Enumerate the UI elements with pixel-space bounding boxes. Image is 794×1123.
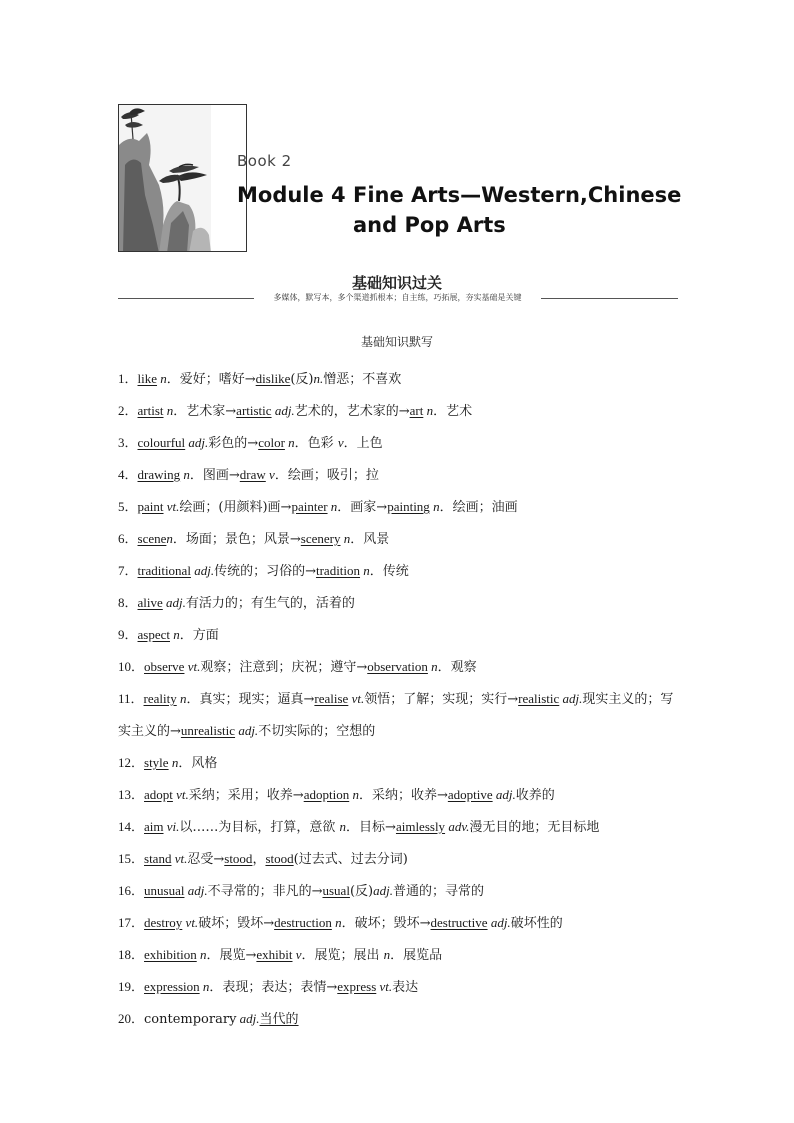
- definition-text: 艺术的，艺术家的→: [294, 404, 410, 419]
- answer-word: destructive: [430, 915, 488, 930]
- part-of-speech: n: [176, 691, 187, 706]
- definition-text: ．目标→: [346, 820, 396, 835]
- pine-cliff-illustration: [119, 105, 247, 252]
- part-of-speech: n: [284, 435, 295, 450]
- answer-word: adoptive: [447, 787, 493, 802]
- part-of-speech: n: [383, 947, 391, 962]
- answer-word: stand: [144, 851, 172, 866]
- definition-text: ．采纳；收养→: [358, 788, 448, 803]
- vocab-entry: [118, 363, 683, 395]
- definition-text: 有活力的；有生气的，活着的: [185, 596, 355, 611]
- part-of-speech: n: [168, 755, 179, 770]
- vocab-entry: [118, 843, 683, 875]
- answer-word: exhibit: [256, 947, 293, 962]
- entry-number: 8．: [118, 595, 138, 610]
- answer-word: adoption: [303, 787, 350, 802]
- entry-number: 7．: [118, 563, 138, 578]
- definition-text: ．真实；现实；逼真→: [186, 692, 315, 707]
- definition-text: ．风格: [178, 756, 218, 771]
- part-of-speech: v: [265, 467, 275, 482]
- entry-number: 5．: [118, 499, 138, 514]
- module-cover-image: [118, 104, 247, 252]
- answer-word: scenery: [300, 531, 341, 546]
- entry-number: 19．: [118, 979, 145, 994]
- definition-text: (反): [349, 884, 374, 899]
- vocabulary-list: [118, 363, 683, 1035]
- part-of-speech: vt.: [182, 915, 199, 930]
- definition-text: (过去式、过去分词): [293, 852, 408, 867]
- entry-number: 13．: [118, 787, 145, 802]
- definition-text: 观察；注意到；庆祝；遵守→: [200, 660, 368, 675]
- part-of-speech: n.: [313, 371, 324, 386]
- part-of-speech: n: [170, 627, 180, 642]
- part-of-speech: n: [340, 531, 351, 546]
- vocab-entry: [118, 587, 683, 619]
- definition-text: ．风景: [350, 532, 390, 547]
- answer-word: observe: [144, 659, 185, 674]
- part-of-speech: vt.: [163, 499, 180, 514]
- book-label: Book 2: [237, 152, 292, 170]
- answer-word: 当代的: [259, 1011, 299, 1026]
- entry-number: 18．: [118, 947, 145, 962]
- part-of-speech: n: [349, 787, 359, 802]
- vocab-entry: [118, 491, 683, 523]
- vocab-entry: [118, 939, 683, 971]
- definition-text: contemporary: [144, 1012, 237, 1027]
- part-of-speech: adj.: [373, 883, 393, 898]
- part-of-speech: n: [423, 403, 434, 418]
- module-title: [237, 180, 697, 240]
- definition-text: 领悟；了解；实现；实行→: [364, 692, 519, 707]
- part-of-speech: adj.: [185, 435, 209, 450]
- definition-text: 漫无目的地；无目标地: [469, 820, 600, 835]
- divider-left: [118, 298, 254, 299]
- definition-text: 破坏；毁坏→: [198, 916, 275, 931]
- part-of-speech: adj.: [487, 915, 511, 930]
- definition-text: 表达: [392, 980, 419, 995]
- vocab-entry: [118, 555, 683, 587]
- entry-number: 14．: [118, 819, 145, 834]
- entry-number: 1．: [118, 371, 138, 386]
- entry-number: 9．: [118, 627, 138, 642]
- answer-word: aim: [144, 819, 164, 834]
- part-of-speech: adj.: [559, 691, 583, 706]
- definition-text: 收养的: [515, 788, 555, 803]
- entry-number: 17．: [118, 915, 145, 930]
- definition-text: 破坏性的: [510, 916, 563, 931]
- part-of-speech: n: [331, 915, 342, 930]
- answer-word: scene: [137, 531, 167, 546]
- answer-word: reality: [143, 691, 177, 706]
- part-of-speech: adj.: [236, 1011, 260, 1026]
- part-of-speech: adv.: [445, 819, 470, 834]
- answer-word: adopt: [144, 787, 173, 802]
- answer-word: expression: [144, 979, 200, 994]
- answer-word: color: [258, 435, 285, 450]
- definition-text: 不切实际的；空想的: [258, 724, 376, 739]
- answer-word: artist: [137, 403, 164, 418]
- vocab-entry: [118, 811, 683, 843]
- entry-number: 10．: [118, 659, 145, 674]
- answer-word: dislike: [255, 371, 291, 386]
- definition-text: ．场面；景色；风景→: [172, 532, 301, 547]
- part-of-speech: n: [166, 531, 173, 546]
- section-subtitle: 多媒体，默写本，多个渠道抓根本；自主练，巧拓展，夯实基础是关键: [273, 293, 522, 302]
- section-heading: 基础知识默写: [360, 335, 433, 349]
- vocab-entry: [118, 683, 683, 747]
- part-of-speech: adj.: [162, 595, 186, 610]
- entry-number: 15．: [118, 851, 145, 866]
- definition-text: ．艺术: [433, 404, 473, 419]
- part-of-speech: n: [427, 659, 438, 674]
- answer-word: unusual: [144, 883, 185, 898]
- definition-text: ．观察: [437, 660, 477, 675]
- definition-text: ．绘画；吸引；拉: [274, 468, 379, 483]
- answer-word: alive: [137, 595, 163, 610]
- part-of-speech: vt.: [172, 787, 189, 802]
- part-of-speech: adj.: [190, 563, 215, 578]
- answer-word: art: [409, 403, 424, 418]
- part-of-speech: adj.: [492, 787, 516, 802]
- answer-word: destroy: [144, 915, 183, 930]
- entry-number: 3．: [118, 435, 138, 450]
- definition-text: ．爱好；嗜好→: [166, 372, 256, 387]
- definition-text: 憎恶；不喜欢: [323, 372, 402, 387]
- definition-text: ．展览；展出: [301, 948, 384, 963]
- answer-word: realise: [314, 691, 349, 706]
- entry-number: 16．: [118, 883, 145, 898]
- part-of-speech: n: [327, 499, 338, 514]
- answer-word: tradition: [315, 563, 361, 578]
- definition-text: ．色彩: [294, 436, 338, 451]
- answer-word: exhibition: [144, 947, 197, 962]
- part-of-speech: adj.: [235, 723, 259, 738]
- definition-text: 绘画；(用颜料)画→: [179, 500, 292, 515]
- definition-text: 彩色的→: [208, 436, 259, 451]
- answer-word: style: [144, 755, 169, 770]
- definition-text: ．上色: [343, 436, 383, 451]
- entry-number: 2．: [118, 403, 138, 418]
- answer-word: colourful: [137, 435, 186, 450]
- definition-text: ．表现；表达；表情→: [209, 980, 338, 995]
- answer-word: like: [137, 371, 158, 386]
- part-of-speech: n: [339, 819, 347, 834]
- part-of-speech: n: [360, 563, 370, 578]
- part-of-speech: n: [196, 947, 207, 962]
- entry-number: 6．: [118, 531, 138, 546]
- entry-number: 20．: [118, 1011, 145, 1026]
- vocab-entry: [118, 395, 683, 427]
- part-of-speech: v: [292, 947, 302, 962]
- answer-word: draw: [239, 467, 266, 482]
- part-of-speech: n: [180, 467, 190, 482]
- definition-text: 忍受→: [187, 852, 225, 867]
- answer-word: realistic: [518, 691, 560, 706]
- entry-number: 4．: [118, 467, 138, 482]
- part-of-speech: n: [157, 371, 167, 386]
- part-of-speech: vt.: [171, 851, 188, 866]
- definition-text: ．方面: [179, 628, 219, 643]
- answer-word: destruction: [274, 915, 332, 930]
- definition-text: 采纳；采用；收养→: [188, 788, 304, 803]
- vocab-entry: [118, 875, 683, 907]
- entry-number: 12．: [118, 755, 145, 770]
- definition-text: ，: [252, 852, 266, 867]
- vocab-entry: [118, 523, 683, 555]
- part-of-speech: n: [163, 403, 174, 418]
- vocab-entry: [118, 907, 683, 939]
- definition-text: ．展览→: [206, 948, 257, 963]
- answer-word: painter: [291, 499, 328, 514]
- definition-text: 以……为目标，打算，意欲: [179, 820, 340, 835]
- section-title: 基础知识过关: [351, 274, 442, 292]
- vocab-entry: [118, 747, 683, 779]
- answer-word: aspect: [137, 627, 170, 642]
- vocab-entry: [118, 459, 683, 491]
- definition-text: ．图画→: [189, 468, 240, 483]
- vocab-entry: [118, 779, 683, 811]
- vocab-entry: [118, 1003, 683, 1035]
- answer-word: stood: [224, 851, 253, 866]
- module-title-line2: and Pop Arts: [353, 213, 506, 237]
- part-of-speech: vt.: [184, 659, 201, 674]
- vocab-entry: [118, 427, 683, 459]
- answer-word: stood: [265, 851, 294, 866]
- entry-number: 11．: [118, 691, 144, 706]
- definition-text: ．画家→: [337, 500, 388, 515]
- vocab-entry: [118, 971, 683, 1003]
- part-of-speech: adj.: [184, 883, 208, 898]
- answer-word: observation: [367, 659, 428, 674]
- answer-word: unrealistic: [180, 723, 236, 738]
- part-of-speech: vt.: [348, 691, 365, 706]
- divider-right: [541, 298, 678, 299]
- definition-text: ．展览品: [390, 948, 443, 963]
- answer-word: usual: [322, 883, 350, 898]
- definition-text: 普通的；寻常的: [392, 884, 484, 899]
- answer-word: paint: [137, 499, 164, 514]
- answer-word: aimlessly: [395, 819, 446, 834]
- vocab-entry: [118, 619, 683, 651]
- definition-text: 传统的；习俗的→: [214, 564, 316, 579]
- part-of-speech: adj.: [271, 403, 295, 418]
- definition-text: 不寻常的；非凡的→: [207, 884, 323, 899]
- answer-word: drawing: [137, 467, 181, 482]
- answer-word: traditional: [137, 563, 191, 578]
- part-of-speech: n: [429, 499, 440, 514]
- part-of-speech: vi.: [163, 819, 180, 834]
- definition-text: ．绘画；油画: [439, 500, 518, 515]
- part-of-speech: n: [199, 979, 210, 994]
- answer-word: express: [337, 979, 377, 994]
- module-title-line1: Module 4 Fine Arts—Western,Chinese: [237, 183, 682, 207]
- vocab-entry: [118, 651, 683, 683]
- answer-word: artistic: [236, 403, 272, 418]
- definition-text: ．艺术家→: [173, 404, 237, 419]
- definition-text: (反): [290, 372, 314, 387]
- answer-word: painting: [387, 499, 430, 514]
- part-of-speech: v: [337, 435, 344, 450]
- definition-text: ．传统: [369, 564, 409, 579]
- definition-text: ．破坏；毁坏→: [341, 916, 431, 931]
- definition-text: 现实主义的；写实主义的→: [118, 692, 674, 739]
- part-of-speech: vt.: [376, 979, 393, 994]
